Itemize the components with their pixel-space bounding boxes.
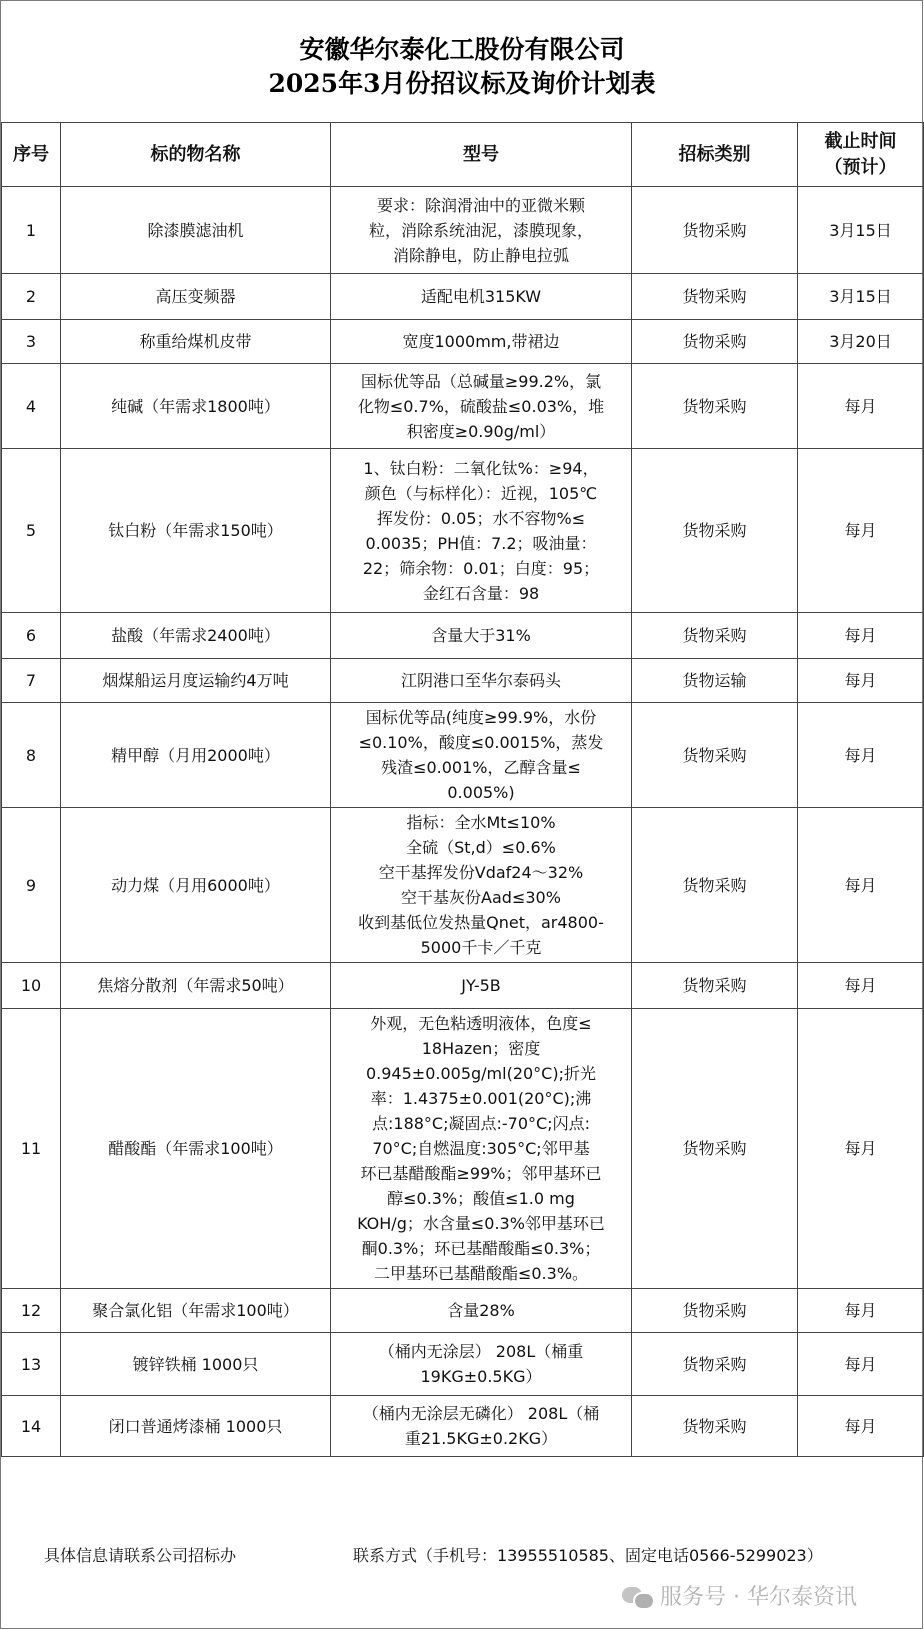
row-no: 8: [2, 703, 61, 808]
contact-office: 具体信息请联系公司招标办: [44, 1546, 237, 1565]
table-row: [2, 963, 924, 1009]
spec-line: 重21.5KG±0.2KG）: [404, 1429, 558, 1448]
row-no: 10: [2, 963, 61, 1009]
row-name: 焦熔分散剂（年需求50吨）: [61, 963, 331, 1009]
wechat-icon: [622, 1584, 652, 1608]
row-spec: [331, 1396, 632, 1457]
row-name: 醋酸酯（年需求100吨）: [61, 1009, 331, 1289]
spec-line: 江阴港口至华尔泰码头: [400, 671, 561, 690]
spec-line: 点:188°C;凝固点:-70°C;闪点:: [372, 1114, 590, 1133]
header-category: 招标类别: [632, 123, 798, 187]
row-name: 闭口普通烤漆桶 1000只: [61, 1396, 331, 1457]
row-spec: [331, 449, 632, 613]
spec-line: 挥发份：0.05；水不容物%≤: [376, 508, 586, 528]
table-row: [2, 703, 924, 808]
row-no: 7: [2, 659, 61, 703]
spec-line: 适配电机315KW: [420, 287, 542, 306]
spec-line: 空干基灰份Aad≤30%: [401, 888, 561, 907]
row-deadline: 每月: [798, 963, 924, 1009]
table-row: [2, 1333, 924, 1396]
row-spec: [331, 1289, 632, 1333]
spec-line: 5000千卡／千克: [420, 938, 542, 957]
row-deadline: 3月15日: [798, 187, 924, 274]
spec-line: 要求：除润滑油中的亚微米颗: [376, 195, 585, 215]
row-spec: [331, 1009, 632, 1289]
spec-line: 含量大于31%: [431, 626, 531, 645]
spec-line: 含量28%: [447, 1301, 515, 1320]
procurement-table: [1, 122, 924, 1457]
spec-line: 率：1.4375±0.001(20°C);沸: [370, 1089, 592, 1108]
spec-line: KOH/g；水含量≤0.3%邻甲基环已: [357, 1214, 605, 1233]
row-name: 盐酸（年需求2400吨）: [61, 613, 331, 659]
row-name: 聚合氯化铝（年需求100吨）: [61, 1289, 331, 1333]
table-row: [2, 187, 924, 274]
table-row: [2, 364, 924, 449]
row-category: 货物采购: [632, 613, 798, 659]
row-deadline: 3月15日: [798, 274, 924, 320]
spec-line: （桶内无涂层无磷化） 208L（桶: [362, 1404, 600, 1423]
row-deadline: 每月: [798, 449, 924, 613]
spec-line: （桶内无涂层） 208L（桶重: [378, 1342, 584, 1361]
contact-info: 联系方式（手机号：13955510585、固定电话0566-5299023）: [353, 1546, 823, 1565]
spec-line: 化物≤0.7%，硫酸盐≤0.03%，堆: [357, 396, 605, 416]
row-no: 14: [2, 1396, 61, 1457]
spec-line: 全硫（St,d）≤0.6%: [406, 838, 556, 857]
row-spec: [331, 659, 632, 703]
row-deadline: 每月: [798, 703, 924, 808]
header-deadline-line2: （预计）: [824, 156, 897, 178]
row-deadline: 每月: [798, 1289, 924, 1333]
row-name: 烟煤船运月度运输约4万吨: [61, 659, 331, 703]
spec-line: 醇≤0.3%；酸值≤1.0 mg: [387, 1189, 575, 1208]
row-no: 9: [2, 808, 61, 963]
spec-line: 环已基醋酸酯≥99%；邻甲基环已: [360, 1164, 602, 1183]
spec-line: 酮0.3%；环已基醋酸酯≤0.3%；: [361, 1239, 601, 1258]
row-spec: [331, 364, 632, 449]
row-name: 称重给煤机皮带: [61, 320, 331, 364]
spec-line: 金红石含量：98: [422, 583, 540, 603]
row-category: 货物采购: [632, 320, 798, 364]
spec-line: 0.0035；PH值：7.2；吸油量：: [365, 533, 597, 553]
spec-line: 空干基挥发份Vdaf24～32%: [378, 863, 584, 882]
row-no: 12: [2, 1289, 61, 1333]
header-no: 序号: [2, 123, 61, 187]
row-deadline: 每月: [798, 364, 924, 449]
row-deadline: 每月: [798, 1009, 924, 1289]
row-spec: [331, 963, 632, 1009]
header-deadline: [798, 123, 924, 187]
row-name: 除漆膜滤油机: [61, 187, 331, 274]
row-category: 货物采购: [632, 1289, 798, 1333]
row-deadline: 每月: [798, 613, 924, 659]
spec-line: 0.945±0.005g/ml(20°C);折光: [365, 1064, 596, 1083]
row-no: 5: [2, 449, 61, 613]
row-spec: [331, 703, 632, 808]
company-title: 安徽华尔泰化工股份有限公司: [299, 35, 625, 64]
row-name: 镀锌铁桶 1000只: [61, 1333, 331, 1396]
row-category: 货物采购: [632, 1009, 798, 1289]
spec-line: 18Hazen；密度: [421, 1039, 541, 1058]
table-header-row: [2, 123, 924, 187]
row-deadline: 每月: [798, 808, 924, 963]
spec-line: 70°C;自燃温度:305°C;邻甲基: [372, 1139, 590, 1158]
row-name: 高压变频器: [61, 274, 331, 320]
table-row: [2, 320, 924, 364]
row-category: 货物采购: [632, 274, 798, 320]
row-no: 1: [2, 187, 61, 274]
row-category: 货物采购: [632, 364, 798, 449]
row-no: 11: [2, 1009, 61, 1289]
row-no: 13: [2, 1333, 61, 1396]
header-deadline-line1: 截止时间: [824, 130, 897, 152]
spec-line: 19KG±0.5KG）: [420, 1367, 542, 1386]
watermark-text: 服务号 · 华尔泰资讯: [660, 1585, 857, 1610]
row-deadline: 3月20日: [798, 320, 924, 364]
spec-line: JY-5B: [461, 976, 501, 995]
row-category: 货物采购: [632, 187, 798, 274]
row-spec: [331, 320, 632, 364]
row-spec: [331, 274, 632, 320]
row-name: 钛白粉（年需求150吨）: [61, 449, 331, 613]
row-name: 精甲醇（月用2000吨）: [61, 703, 331, 808]
row-no: 4: [2, 364, 61, 449]
row-deadline: 每月: [798, 1396, 924, 1457]
spec-line: 二甲基环已基醋酸酯≤0.3%。: [373, 1264, 589, 1283]
table-row: [2, 659, 924, 703]
spec-line: 颜色（与标样化）：近视，105℃: [364, 483, 598, 503]
table-row: [2, 1009, 924, 1289]
table-row: [2, 1289, 924, 1333]
table-row: [2, 808, 924, 963]
header-name: 标的物名称: [61, 123, 331, 187]
row-no: 3: [2, 320, 61, 364]
row-spec: [331, 187, 632, 274]
table-row: [2, 613, 924, 659]
row-no: 6: [2, 613, 61, 659]
row-spec: [331, 1333, 632, 1396]
table-row: [2, 449, 924, 613]
spec-line: 22；筛余物：0.01；白度：95；: [362, 558, 600, 578]
row-spec: [331, 808, 632, 963]
spec-line: 收到基低位发热量Qnet，ar4800-: [358, 913, 604, 932]
row-category: 货物采购: [632, 808, 798, 963]
row-category: 货物采购: [632, 703, 798, 808]
watermark: [622, 1580, 857, 1611]
row-deadline: 每月: [798, 659, 924, 703]
table-row: [2, 1396, 924, 1457]
plan-title: 2025年3月份招议标及询价计划表: [268, 69, 656, 98]
spec-line: 国标优等品（总碱量≥99.2%，氯: [360, 371, 602, 391]
row-category: 货物采购: [632, 963, 798, 1009]
row-deadline: 每月: [798, 1333, 924, 1396]
header-spec: 型号: [331, 123, 632, 187]
table-row: [2, 274, 924, 320]
spec-line: 外观，无色粘透明液体，色度≤: [370, 1014, 592, 1033]
spec-line: 宽度1000mm,带裙边: [402, 332, 560, 351]
row-name: 纯碱（年需求1800吨）: [61, 364, 331, 449]
spec-line: 国标优等品(纯度≥99.9%，水份: [365, 708, 597, 727]
spec-line: 消除静电，防止静电拉弧: [392, 245, 569, 265]
row-category: 货物采购: [632, 449, 798, 613]
row-category: 货物采购: [632, 1396, 798, 1457]
spec-line: 积密度≥0.90g/ml）: [406, 421, 556, 441]
spec-line: 指标：全水Mt≤10%: [406, 813, 556, 832]
row-category: 货物运输: [632, 659, 798, 703]
row-name: 动力煤（月用6000吨）: [61, 808, 331, 963]
spec-line: 1、钛白粉：二氧化钛%：≥94，: [363, 458, 599, 478]
row-spec: [331, 613, 632, 659]
spec-line: 粒，消除系统油泥，漆膜现象，: [368, 220, 593, 240]
footer: [0, 1488, 923, 1629]
row-category: 货物采购: [632, 1333, 798, 1396]
spec-line: 残渣≤0.001%，乙醇含量≤: [381, 758, 581, 777]
spec-line: ≤0.10%，酸度≤0.0015%，蒸发: [358, 733, 604, 752]
spec-line: 0.005%): [447, 783, 515, 802]
row-no: 2: [2, 274, 61, 320]
